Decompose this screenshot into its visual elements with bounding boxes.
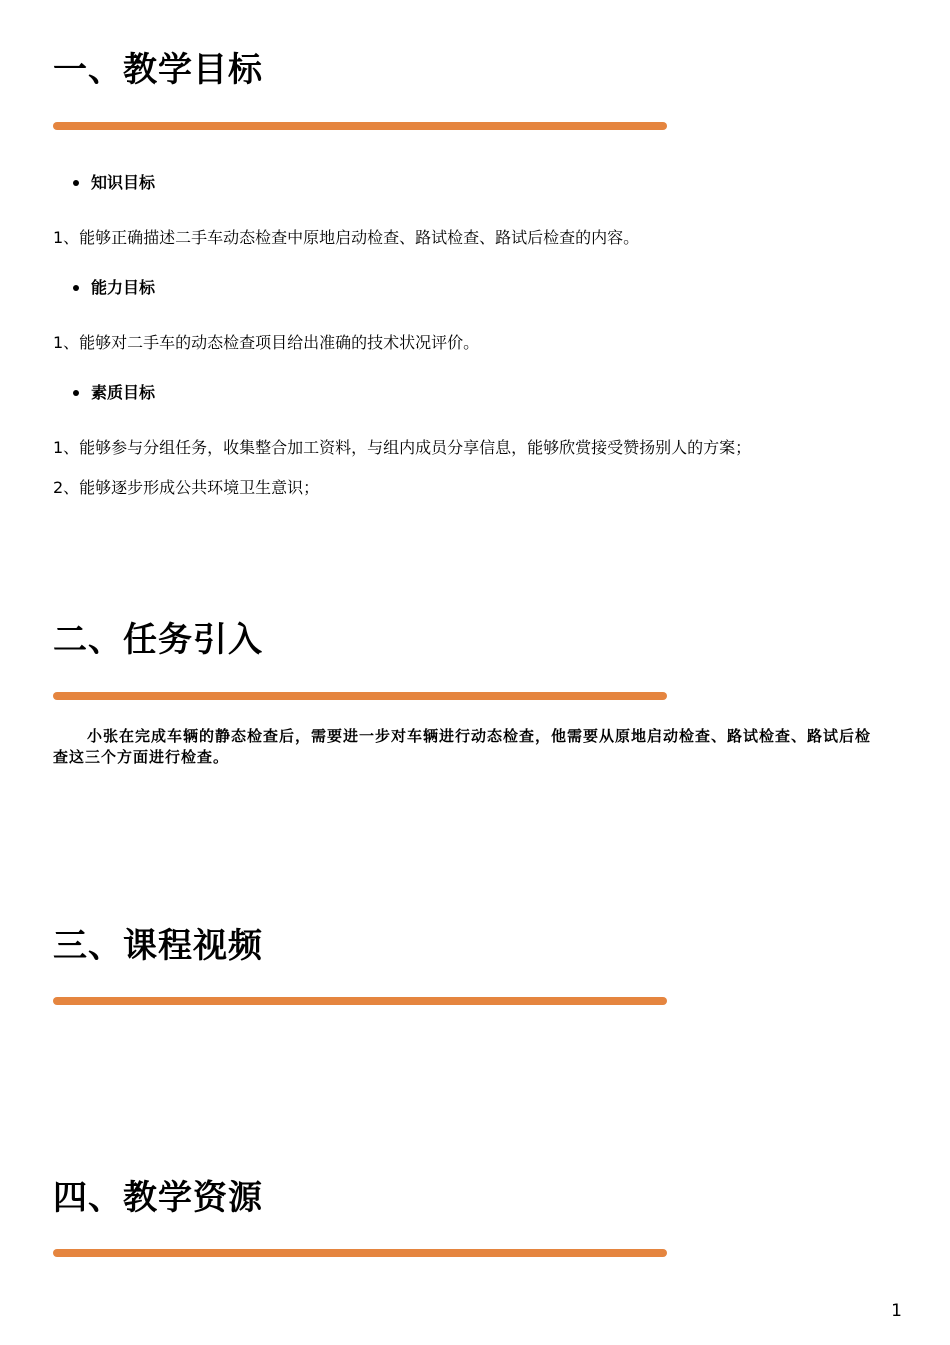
section-divider (53, 997, 667, 1005)
goal-heading-label: 知识目标 (91, 173, 156, 192)
bullet-icon (73, 180, 79, 186)
goal-item: 1、能够参与分组任务，收集整合加工资料，与组内成员分享信息，能够欣赏接受赞扬别人的方案； (53, 438, 752, 457)
section-title-course-video: 三、课程视频 (53, 926, 263, 966)
page-number: 1 (891, 1301, 902, 1321)
bullet-icon (73, 285, 79, 291)
goal-heading-label: 能力目标 (91, 278, 156, 297)
goal-item: 1、能够正确描述二手车动态检查中原地启动检查、路试检查、路试后检查的内容。 (53, 228, 640, 247)
goal-heading-knowledge (73, 172, 155, 194)
goal-item: 1、能够对二手车的动态检查项目给出准确的技术状况评价。 (53, 333, 480, 352)
goal-heading-quality (73, 382, 155, 404)
section-title-teaching-resources: 四、教学资源 (53, 1178, 263, 1218)
task-intro-paragraph: 小张在完成车辆的静态检查后，需要进一步对车辆进行动态检查，他需要从原地启动检查、路试检查、路试后检查这三个方面进行检查。 (53, 727, 872, 766)
goal-item: 2、能够逐步形成公共环境卫生意识； (53, 478, 320, 497)
section-title-teaching-goals: 一、教学目标 (53, 50, 263, 90)
section-divider (53, 122, 667, 130)
section-divider (53, 1249, 667, 1257)
section-title-task-intro: 二、任务引入 (53, 620, 263, 660)
goal-heading-ability (73, 277, 155, 299)
goal-heading-label: 素质目标 (91, 383, 156, 402)
bullet-icon (73, 390, 79, 396)
section-divider (53, 692, 667, 700)
